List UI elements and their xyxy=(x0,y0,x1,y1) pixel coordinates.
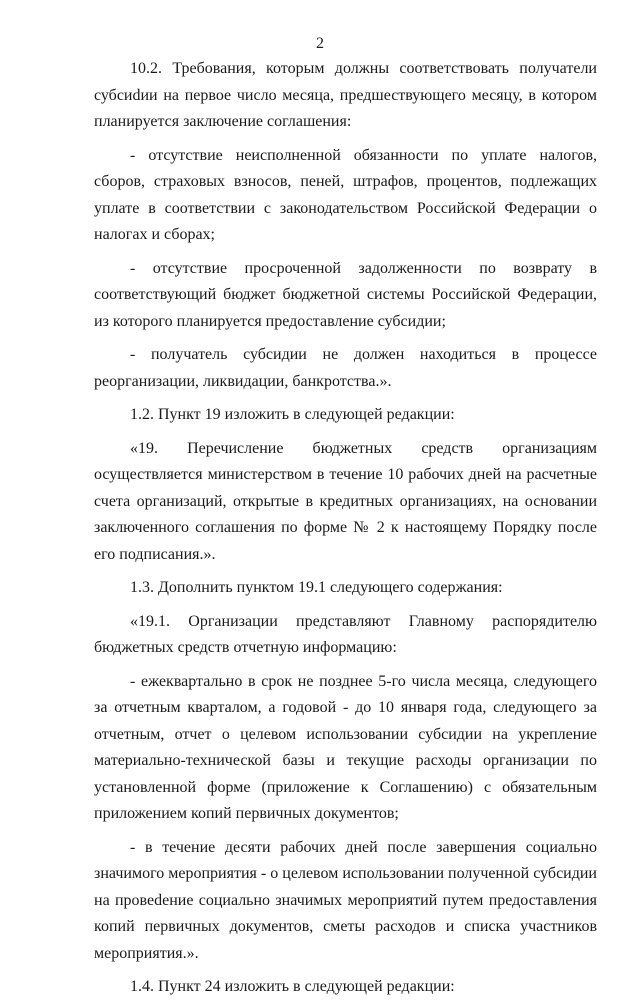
page-number: 2 xyxy=(316,35,324,52)
paragraph-1-4-heading: 1.4. Пункт 24 изложить в следующей редакции: xyxy=(130,978,455,995)
document-body xyxy=(94,56,597,1008)
paragraph-quarterly-report: - ежеквартально в срок не позднее 5-го числа месяца, следующего за отчетным кварталом, а годовой - до 10 января года, следующего за отчетным, отчет о целевом использовании субсидии на укрепление материально-технической базы и текущие расходы организации по установленной форме (приложение к Соглашению) с обязательным приложением копий первичных документов; xyxy=(94,672,597,822)
paragraph-1-3-heading: 1.3. Дополнить пунктом 19.1 следующего содержания: xyxy=(130,579,503,596)
paragraph-1-2-heading: 1.2. Пункт 19 изложить в следующей редакции: xyxy=(130,406,455,423)
paragraph-19-transfer: «19. Перечисление бюджетных средств организациям осуществляется министерством в течение 10 рабочих дней на расчетные счета организаций, открытые в кредитных организациях, на основании заключенного соглашения по форме № 2 к настоящему Порядку после его подписания.». xyxy=(94,439,597,563)
paragraph-19-1-reporting: «19.1. Организации представляют Главному распорядителю бюджетных средств отчетную информацию: xyxy=(94,612,597,656)
paragraph-event-report: - в течение десяти рабочих дней после завершения социально значимого мероприятия - о целевом использовании полученной субсидии на провеdение социально значимых мероприятий путем предоставления копий первичных документов, сметы расходов и списка участников мероприятия.». xyxy=(94,838,597,962)
paragraph-10-2-requirements: 10.2. Требования, которым должны соответствовать получатели субсиdии на первое число месяца, предшествующего месяцу, в котором планируется заключение соглашения: xyxy=(94,60,597,130)
paragraph-no-reorganization: - получатель субсидии не должен находиться в процессе реорганизации, ликвидации, банкротства.». xyxy=(94,346,597,390)
paragraph-no-tax-debt: - отсутствие неисполненной обязанности по уплате налогов, сборов, страховых взносов, пеней, штрафов, процентов, подлежащих уплате в соответствии с законодательством Российской Федерации о налогах и сборах; xyxy=(94,146,597,243)
paragraph-no-overdue-debt: - отсутствие просроченной задолженности по возврату в соответствующий бюджет бюджетной системы Российской Федерации, из которого планируется предоставление субсидии; xyxy=(94,259,597,330)
